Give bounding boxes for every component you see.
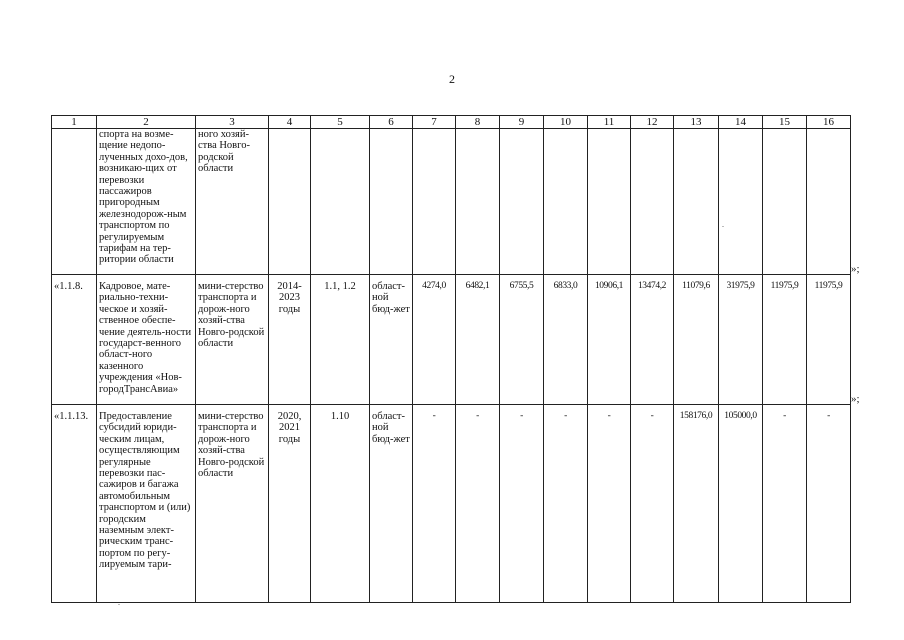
value-cell: -	[544, 405, 588, 603]
item-period	[269, 129, 311, 275]
page-number: 2	[449, 72, 455, 86]
value-cell	[588, 129, 631, 275]
header-row	[52, 116, 851, 129]
value-cell	[631, 129, 674, 275]
header-cell: 9	[500, 116, 544, 129]
item-executor: мини-стерство транспорта и дорож-ного хозяй-ства Новго-родской области	[196, 405, 269, 603]
scan-speck	[118, 604, 120, 605]
value-cell	[674, 129, 719, 275]
header-cell: 3	[196, 116, 269, 129]
header-cell: 6	[370, 116, 413, 129]
value-cell: -	[763, 405, 807, 603]
row-closing-quote: »;	[851, 393, 860, 405]
value-cell: -	[413, 405, 456, 603]
item-number: «1.1.13.	[52, 405, 97, 603]
item-description: Предоставление субсидий юриди-ческим лицам, осуществляющим регулярные перевозки пас-сажиров и багажа автомобильным транспортом и (или) городским наземным элект-рическим транс-портом по регу-лируемым тари-	[97, 405, 196, 603]
value-cell	[763, 129, 807, 275]
value-cell: 6755,5	[500, 275, 544, 405]
value-cell: 105000,0	[719, 405, 763, 603]
value-cell: 11975,9	[763, 275, 807, 405]
value-cell: 11975,9	[807, 275, 851, 405]
value-cell	[544, 129, 588, 275]
value-cell	[456, 129, 500, 275]
value-cell: 11079,6	[674, 275, 719, 405]
header-cell: 10	[544, 116, 588, 129]
value-cell: 31975,9	[719, 275, 763, 405]
value-cell: -	[456, 405, 500, 603]
scan-speck	[722, 226, 724, 227]
value-cell	[719, 129, 763, 275]
item-period: 2014-2023 годы	[269, 275, 311, 405]
value-cell: 6833,0	[544, 275, 588, 405]
program-table	[51, 115, 851, 603]
header-cell: 8	[456, 116, 500, 129]
header-cell: 13	[674, 116, 719, 129]
value-cell: -	[631, 405, 674, 603]
value-cell: 4274,0	[413, 275, 456, 405]
header-cell: 4	[269, 116, 311, 129]
header-cell: 15	[763, 116, 807, 129]
item-source: област-ной бюд-жет	[370, 275, 413, 405]
item-executor: мини-стерство транспорта и дорож-ного хозяй-ства Новго-родской области	[196, 275, 269, 405]
value-cell: -	[588, 405, 631, 603]
value-cell	[413, 129, 456, 275]
item-target	[311, 129, 370, 275]
value-cell: 13474,2	[631, 275, 674, 405]
value-cell	[500, 129, 544, 275]
row-closing-quote: »;	[851, 263, 860, 275]
value-cell: 6482,1	[456, 275, 500, 405]
value-cell	[807, 129, 851, 275]
header-cell: 2	[97, 116, 196, 129]
value-cell: 10906,1	[588, 275, 631, 405]
item-period: 2020, 2021 годы	[269, 405, 311, 603]
item-description: Кадровое, мате-риально-техни-ческое и хозяй-ственное обеспе-чение деятель-ности государст-венного област-ного казенного учреждения «Нов-городТрансАвиа»	[97, 275, 196, 405]
value-cell: -	[807, 405, 851, 603]
value-cell: 158176,0	[674, 405, 719, 603]
item-source	[370, 129, 413, 275]
header-cell: 16	[807, 116, 851, 129]
item-description: спорта на возме-щение недопо-лученных дохо-дов, возникаю-щих от перевозки пассажиров пригородным железнодорож-ным транспортом по регулируемым тарифам на тер-ритории области	[97, 129, 196, 275]
value-cell: -	[500, 405, 544, 603]
header-cell: 14	[719, 116, 763, 129]
header-cell: 5	[311, 116, 370, 129]
item-target: 1.1, 1.2	[311, 275, 370, 405]
item-executor: ного хозяй-ства Новго-родской области	[196, 129, 269, 275]
header-cell: 12	[631, 116, 674, 129]
item-source: област-ной бюд-жет	[370, 405, 413, 603]
header-cell: 11	[588, 116, 631, 129]
table-row	[52, 275, 851, 405]
item-number: «1.1.8.	[52, 275, 97, 405]
item-number	[52, 129, 97, 275]
header-cell: 7	[413, 116, 456, 129]
header-cell: 1	[52, 116, 97, 129]
table-row	[52, 405, 851, 603]
table-row	[52, 129, 851, 275]
item-target: 1.10	[311, 405, 370, 603]
